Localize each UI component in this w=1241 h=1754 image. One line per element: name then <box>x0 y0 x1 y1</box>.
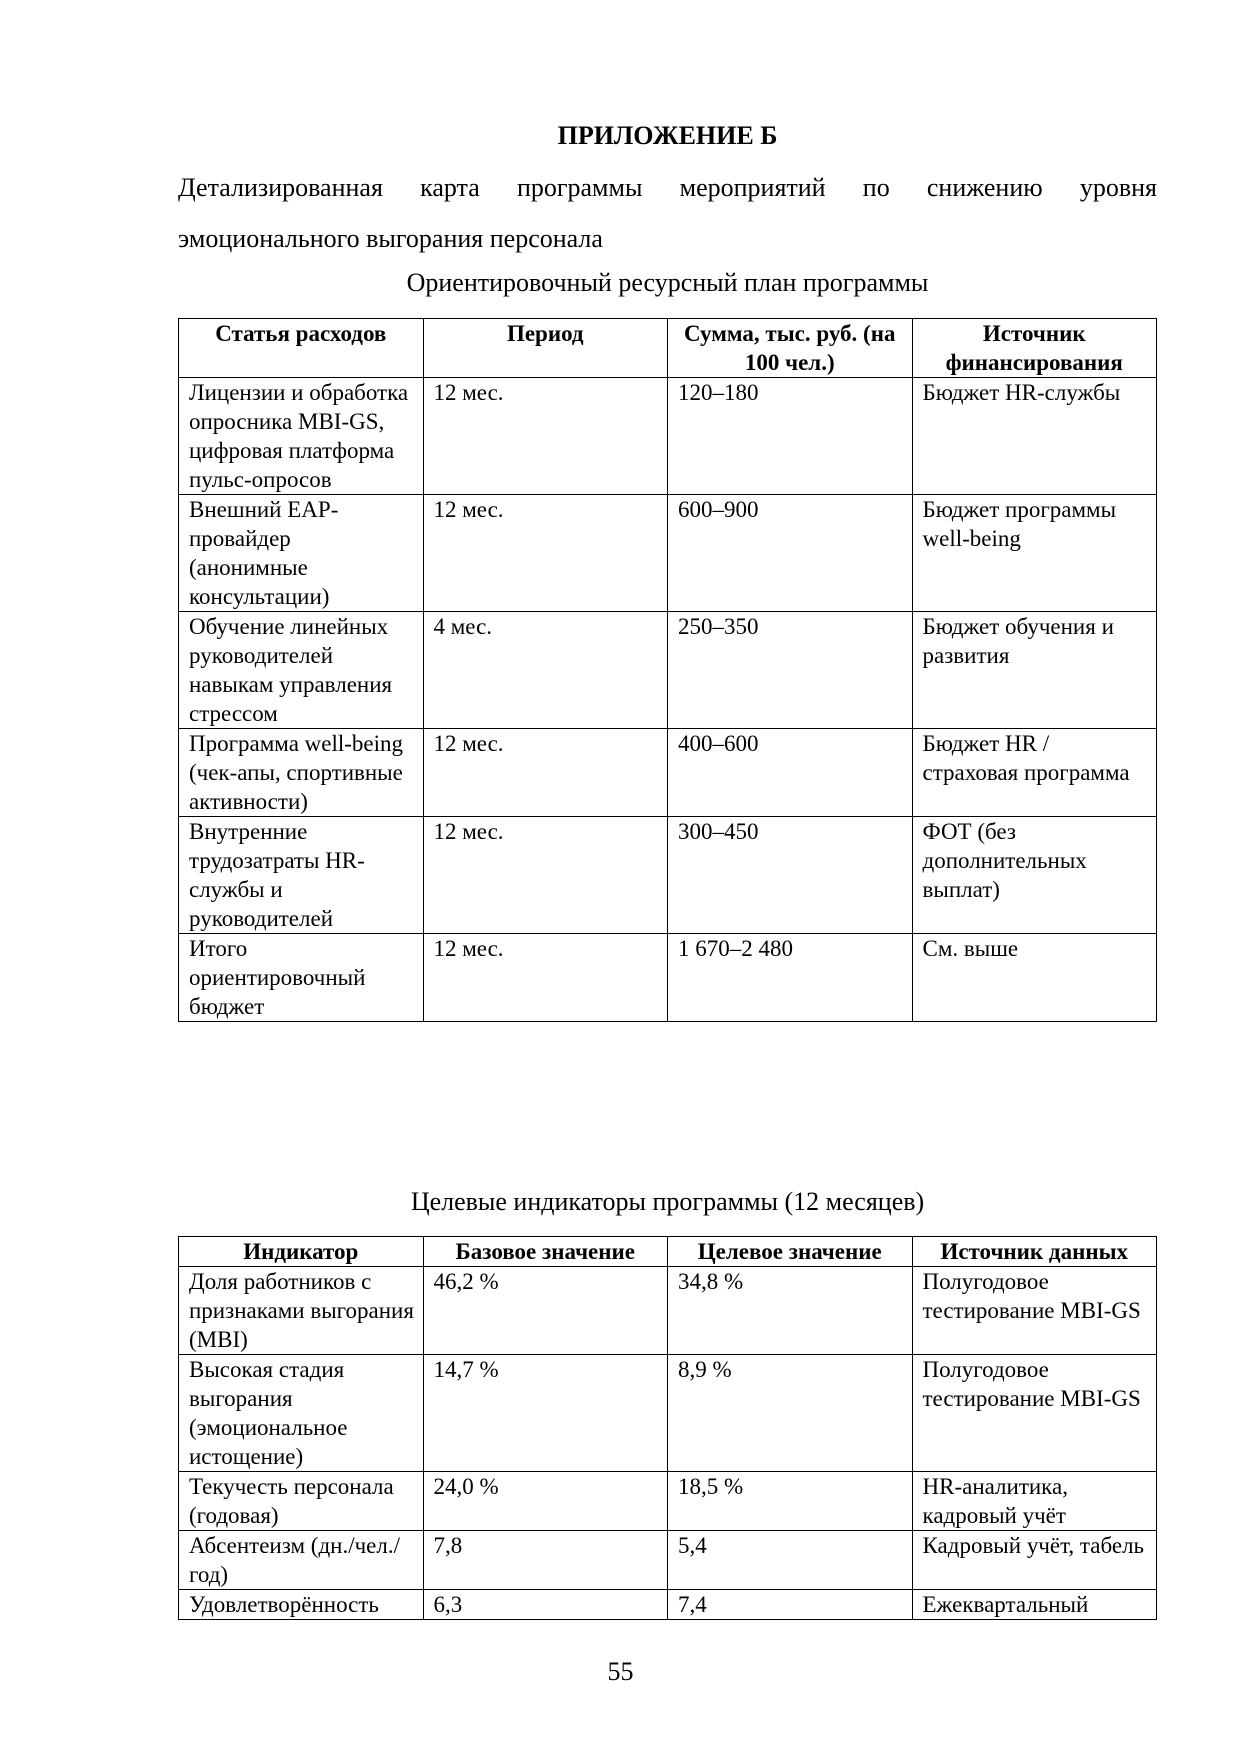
column-header-target: Целевое значение <box>668 1237 913 1267</box>
table-row <box>179 1590 1157 1620</box>
table-cell: 600–900 <box>668 495 913 612</box>
table-cell: 250–350 <box>668 612 913 729</box>
table-cell: Бюджет HR / страховая программа <box>912 729 1157 817</box>
table-cell: 12 мес. <box>423 495 668 612</box>
table-cell: Бюджет HR-службы <box>912 378 1157 495</box>
table-row <box>179 1472 1157 1531</box>
table-cell: 6,3 <box>423 1590 668 1620</box>
table-cell: Полугодовое тестирование MBI-GS <box>912 1355 1157 1472</box>
column-header-baseline: Базовое значение <box>423 1237 668 1267</box>
table-cell: Лицензии и обработка опросника MBI-GS, цифровая платформа пульс-опросов <box>179 378 424 495</box>
table-cell: Внутренние трудозатраты HR-службы и руководителей <box>179 817 424 934</box>
table-cell: Ежеквартальный <box>912 1590 1157 1620</box>
table-header-row <box>179 319 1157 378</box>
table-cell: 7,4 <box>668 1590 913 1620</box>
table-cell: 1 670–2 480 <box>668 934 913 1022</box>
table-cell: 12 мес. <box>423 378 668 495</box>
table-cell: Обучение линейных руководителей навыкам управления стрессом <box>179 612 424 729</box>
table-cell: Программа well-being (чек-апы, спортивные активности) <box>179 729 424 817</box>
table-cell: См. выше <box>912 934 1157 1022</box>
table-cell: 300–450 <box>668 817 913 934</box>
indicators-table-caption: Целевые индикаторы программы (12 месяцев) <box>410 1187 925 1216</box>
table-cell: 14,7 % <box>423 1355 668 1472</box>
appendix-title: ПРИЛОЖЕНИЕ Б <box>557 121 778 150</box>
table-cell: Внешний EAP-провайдер (анонимные консультации) <box>179 495 424 612</box>
table-cell: 5,4 <box>668 1531 913 1590</box>
table-cell: Бюджет программы well-being <box>912 495 1157 612</box>
table-cell: Итого ориентировочный бюджет <box>179 934 424 1022</box>
table-cell: ФОТ (без дополнительных выплат) <box>912 817 1157 934</box>
intro-paragraph <box>178 162 1157 264</box>
table-row <box>179 1267 1157 1355</box>
column-header-data-source: Источник данных <box>912 1237 1157 1267</box>
table-cell: 18,5 % <box>668 1472 913 1531</box>
table-row <box>179 495 1157 612</box>
column-header-expense-item: Статья расходов <box>179 319 424 378</box>
table-cell: 4 мес. <box>423 612 668 729</box>
table-cell: 24,0 % <box>423 1472 668 1531</box>
table-cell: Удовлетворённость <box>179 1590 424 1620</box>
table-cell: HR-аналитика, кадровый учёт <box>912 1472 1157 1531</box>
column-header-amount: Сумма, тыс. руб. (на 100 чел.) <box>668 319 913 378</box>
target-indicators-table <box>178 1236 1157 1620</box>
table-row <box>179 817 1157 934</box>
table-row-total <box>179 934 1157 1022</box>
resource-plan-table <box>178 318 1157 1022</box>
table-row <box>179 1355 1157 1472</box>
table-row <box>179 378 1157 495</box>
table-cell: 46,2 % <box>423 1267 668 1355</box>
table-cell: 7,8 <box>423 1531 668 1590</box>
table-cell: 400–600 <box>668 729 913 817</box>
table-cell: Доля работников с признаками выгорания (MBI) <box>179 1267 424 1355</box>
intro-line-1: Детализированная карта программы мероприятий по снижению уровня <box>178 173 1157 202</box>
table-cell: Высокая стадия выгорания (эмоциональное истощение) <box>179 1355 424 1472</box>
column-header-indicator: Индикатор <box>179 1237 424 1267</box>
table-cell: 12 мес. <box>423 934 668 1022</box>
table-row <box>179 612 1157 729</box>
column-header-funding-source: Источник финансирования <box>912 319 1157 378</box>
table-cell: Полугодовое тестирование MBI-GS <box>912 1267 1157 1355</box>
page-number: 55 <box>607 1657 634 1686</box>
table-header-row <box>179 1237 1157 1267</box>
table-row <box>179 729 1157 817</box>
table-cell: Кадровый учёт, табель <box>912 1531 1157 1590</box>
table-cell: Бюджет обучения и развития <box>912 612 1157 729</box>
table-cell: 34,8 % <box>668 1267 913 1355</box>
table-cell: 8,9 % <box>668 1355 913 1472</box>
table-cell: 120–180 <box>668 378 913 495</box>
table-cell: 12 мес. <box>423 817 668 934</box>
table-cell: Текучесть персонала (годовая) <box>179 1472 424 1531</box>
intro-line-2: эмоционального выгорания персонала <box>178 224 603 253</box>
table-cell: 12 мес. <box>423 729 668 817</box>
resource-table-caption: Ориентировочный ресурсный план программы <box>406 268 929 297</box>
table-row <box>179 1531 1157 1590</box>
table-cell: Абсентеизм (дн./чел./год) <box>179 1531 424 1590</box>
column-header-period: Период <box>423 319 668 378</box>
